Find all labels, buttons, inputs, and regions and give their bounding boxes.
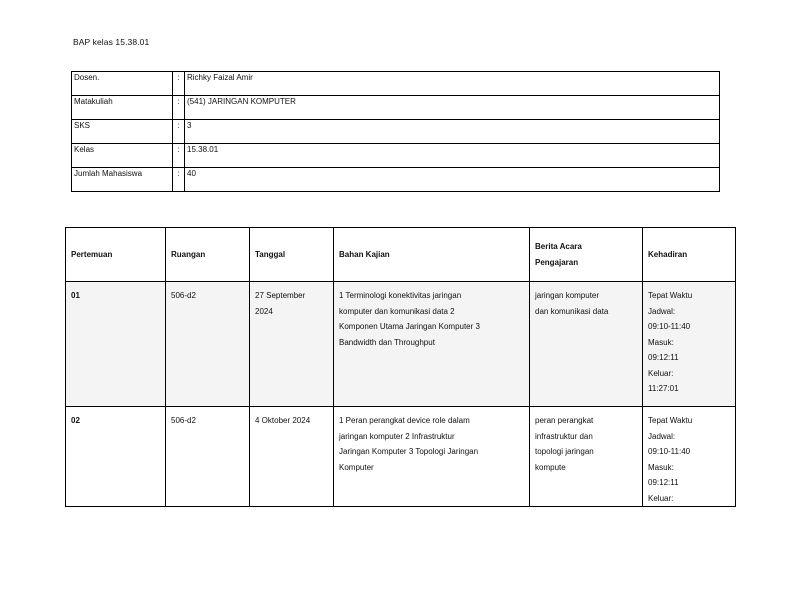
header-tanggal: Tanggal	[250, 228, 334, 282]
info-table	[71, 71, 720, 192]
info-separator: :	[173, 72, 185, 96]
info-label: Matakuliah	[72, 96, 173, 120]
info-label: Dosen.	[72, 72, 173, 96]
cell-kehadiran: Tepat Waktu Jadwal: 09:10-11:40 Masuk: 09:12:11 Keluar: 11:27:01	[643, 282, 736, 407]
cell-tanggal: 4 Oktober 2024	[250, 407, 334, 507]
info-value: Richky Faizal Amir	[185, 72, 720, 96]
info-value: 15.38.01	[185, 144, 720, 168]
table-header-row	[66, 228, 736, 282]
info-row-matakuliah	[72, 96, 720, 120]
document-title: BAP kelas 15.38.01	[73, 37, 150, 47]
info-label: SKS	[72, 120, 173, 144]
info-separator: :	[173, 144, 185, 168]
cell-bahan-kajian: 1 Terminologi konektivitas jaringan komputer dan komunikasi data 2 Komponen Utama Jaringan Komputer 3 Bandwidth dan Throughput	[334, 282, 530, 407]
cell-ruangan: 506-d2	[166, 282, 250, 407]
cell-tanggal: 27 September 2024	[250, 282, 334, 407]
attendance-table	[65, 227, 736, 507]
info-row-dosen	[72, 72, 720, 96]
info-row-sks	[72, 120, 720, 144]
info-value: 40	[185, 168, 720, 192]
info-label: Jumlah Mahasiswa	[72, 168, 173, 192]
header-ruangan: Ruangan	[166, 228, 250, 282]
cell-berita-acara: peran perangkat infrastruktur dan topologi jaringan kompute	[530, 407, 643, 507]
table-row	[66, 282, 736, 407]
header-berita-acara: Berita Acara Pengajaran	[530, 228, 643, 282]
cell-ruangan: 506-d2	[166, 407, 250, 507]
info-row-kelas	[72, 144, 720, 168]
header-pertemuan: Pertemuan	[66, 228, 166, 282]
info-separator: :	[173, 96, 185, 120]
cell-berita-acara: jaringan komputer dan komunikasi data	[530, 282, 643, 407]
cell-bahan-kajian: 1 Peran perangkat device role dalam jaringan komputer 2 Infrastruktur Jaringan Komputer 3 Topologi Jaringan Komputer	[334, 407, 530, 507]
header-kehadiran: Kehadiran	[643, 228, 736, 282]
cell-pertemuan: 02	[66, 407, 166, 507]
cell-kehadiran: Tepat Waktu Jadwal: 09:10-11:40 Masuk: 09:12:11 Keluar:	[643, 407, 736, 507]
info-row-jumlah-mahasiswa	[72, 168, 720, 192]
info-value: 3	[185, 120, 720, 144]
header-bahan-kajian: Bahan Kajian	[334, 228, 530, 282]
info-separator: :	[173, 120, 185, 144]
info-separator: :	[173, 168, 185, 192]
table-row	[66, 407, 736, 507]
info-label: Kelas	[72, 144, 173, 168]
cell-pertemuan: 01	[66, 282, 166, 407]
info-value: (541) JARINGAN KOMPUTER	[185, 96, 720, 120]
